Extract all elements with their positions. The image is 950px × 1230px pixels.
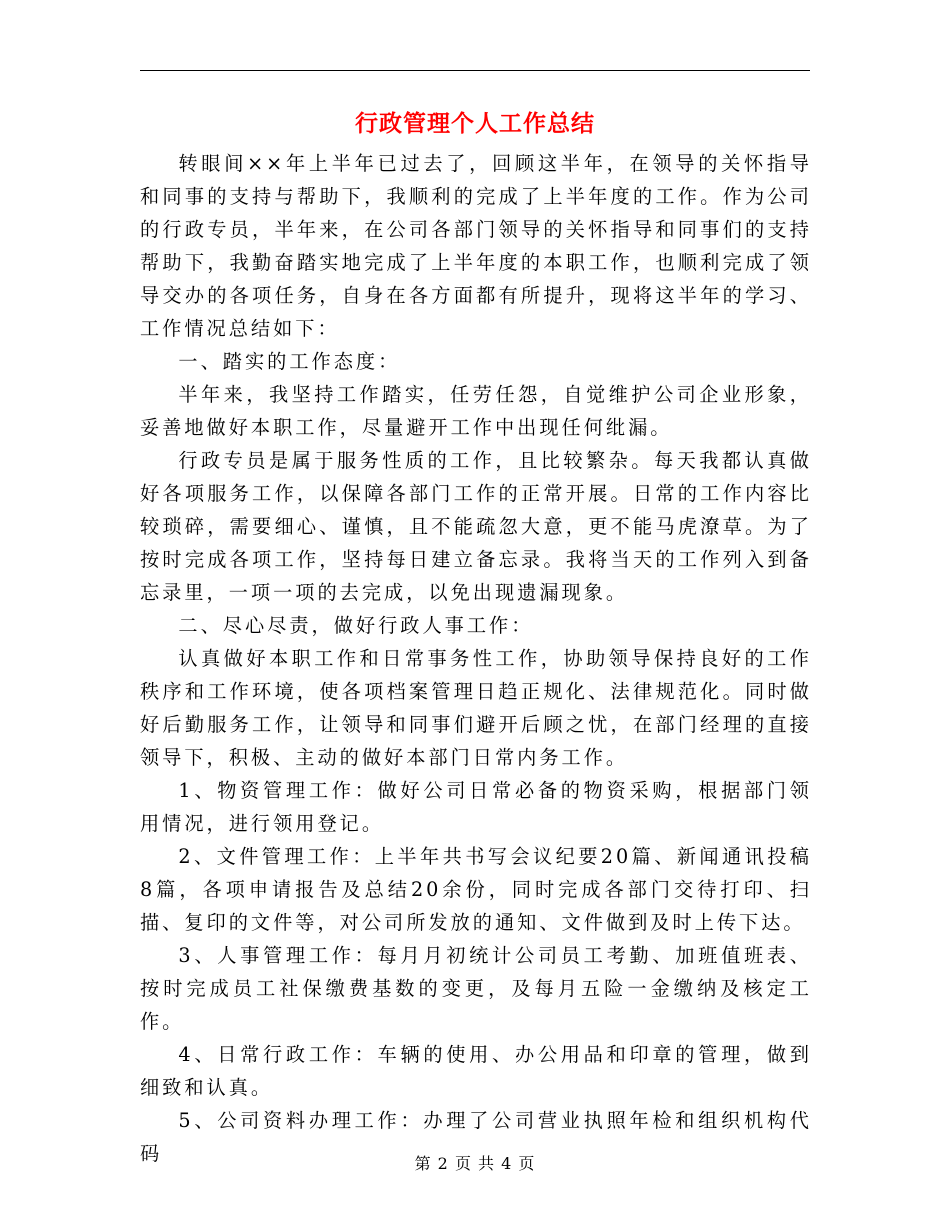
page-footer: 第 2 页 共 4 页: [414, 1154, 536, 1173]
list-item: 1、物资管理工作：做好公司日常必备的物资采购，根据部门领用情况，进行领用登记。: [140, 779, 812, 835]
document-title: 行政管理个人工作总结: [355, 110, 595, 137]
paragraph: 认真做好本职工作和日常事务性工作，协助领导保持良好的工作秩序和工作环境，使各项档案管理日趋正规化、法律规范化。同时做好后勤服务工作，让领导和同事们避开后顾之忧，在部门经理的直接领导下，积极、主动的做好本部门日常内务工作。: [140, 647, 812, 769]
header-rule: [140, 70, 810, 71]
section-heading-2: 二、尽心尽责，做好行政人事工作：: [178, 614, 534, 637]
paragraph: 半年来，我坚持工作踏实，任劳任怨，自觉维护公司企业形象，妥善地做好本职工作，尽量避开工作中出现任何纰漏。: [140, 383, 812, 439]
list-item: 2、文件管理工作：上半年共书写会议纪要20篇、新闻通讯投稿8篇，各项申请报告及总结20余份，同时完成各部门交待打印、扫描、复印的文件等，对公司所发放的通知、文件做到及时上传下达。: [140, 845, 812, 934]
list-item: 4、日常行政工作：车辆的使用、办公用品和印章的管理，做到细致和认真。: [140, 1043, 812, 1099]
list-item: 5、公司资料办理工作：办理了公司营业执照年检和组织机构代码: [140, 1109, 812, 1165]
paragraph-intro: 转眼间××年上半年已过去了，回顾这半年，在领导的关怀指导和同事的支持与帮助下，我顺利的完成了上半年度的工作。作为公司的行政专员，半年来，在公司各部门领导的关怀指导和同事们的支持帮助下，我勤奋踏实地完成了上半年度的本职工作，也顺利完成了领导交办的各项任务，自身在各方面都有所提升，现将这半年的学习、工作情况总结如下：: [140, 152, 812, 340]
list-item: 3、人事管理工作：每月月初统计公司员工考勤、加班值班表、按时完成员工社保缴费基数的变更，及每月五险一金缴纳及核定工作。: [140, 944, 812, 1033]
document-body: [140, 147, 812, 1170]
paragraph: 行政专员是属于服务性质的工作，且比较繁杂。每天我都认真做好各项服务工作，以保障各部门工作的正常开展。日常的工作内容比较琐碎，需要细心、谨慎，且不能疏忽大意，更不能马虎潦草。为了按时完成各项工作，坚持每日建立备忘录。我将当天的工作列入到备忘录里，一项一项的去完成，以免出现遗漏现象。: [140, 449, 812, 604]
section-heading-1: 一、踏实的工作态度：: [178, 350, 401, 373]
